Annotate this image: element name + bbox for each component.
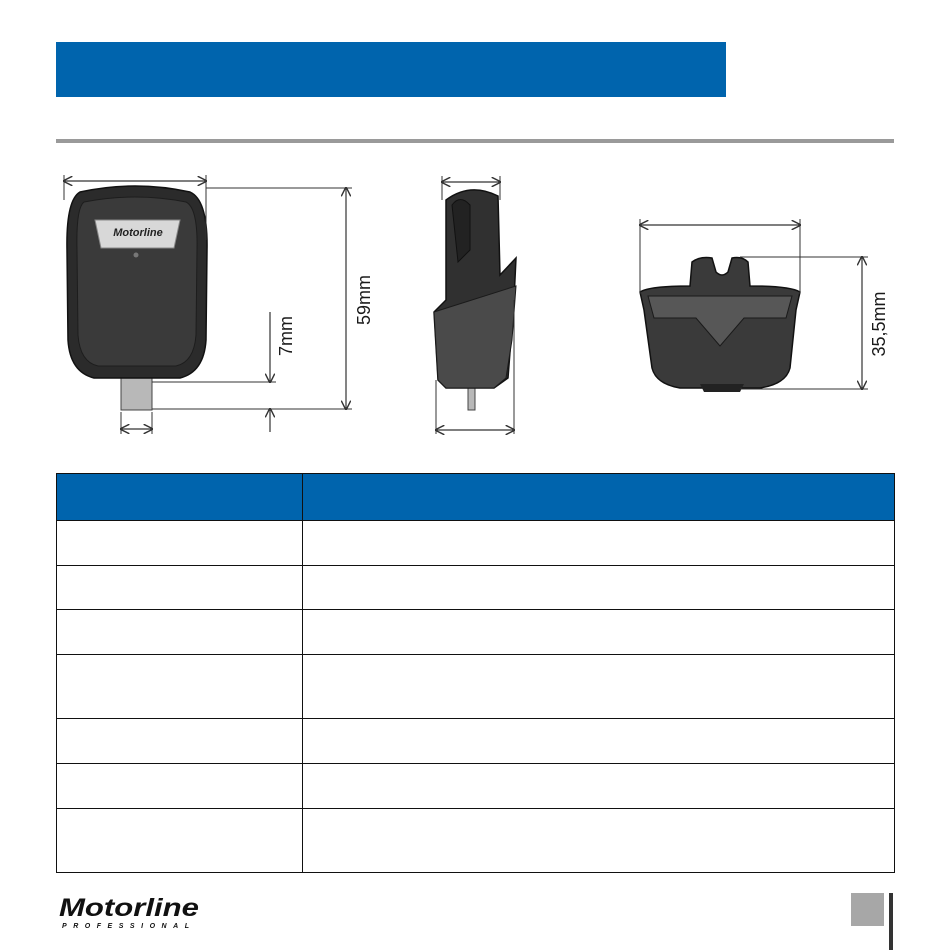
spec-label-cell: [57, 566, 303, 610]
spec-label-cell: [57, 764, 303, 809]
specifications-table: [56, 473, 895, 873]
table-row: [57, 764, 895, 809]
table-header-cell: [57, 474, 303, 521]
top-view-drawing: [640, 258, 800, 393]
spec-value-cell: [303, 809, 895, 873]
dim-label-59mm: 59mm: [354, 274, 374, 326]
spec-value-cell: [303, 764, 895, 809]
table-row: [57, 719, 895, 764]
spec-label-cell: [57, 809, 303, 873]
front-view-drawing: [67, 186, 207, 410]
table-row: [57, 655, 895, 719]
spec-label-cell: [57, 719, 303, 764]
table-row: [57, 610, 895, 655]
section-divider: [56, 139, 894, 143]
spec-value-cell: [303, 719, 895, 764]
table-header-row: [57, 474, 895, 521]
spec-value-cell: [303, 566, 895, 610]
dim-label-7mm: 7mm: [276, 316, 296, 356]
page-edge-bar: [889, 893, 893, 950]
spec-label-cell: [57, 655, 303, 719]
side-view-drawing: [434, 190, 516, 410]
section-title-bar: [56, 42, 726, 97]
motorline-logo: [58, 892, 208, 934]
front-logo-text: Motorline: [113, 227, 163, 239]
page-number-box: [851, 893, 884, 926]
spec-value-cell: [303, 610, 895, 655]
table-row: [57, 521, 895, 566]
spec-value-cell: [303, 655, 895, 719]
spec-label-cell: [57, 610, 303, 655]
dim-label-35-5mm: 35,5mm: [869, 291, 889, 357]
technical-drawings: [0, 150, 950, 450]
footer-brand-text: Motorline: [59, 894, 200, 922]
spec-label-cell: [57, 521, 303, 566]
footer-brand-subtext: PROFESSIONAL: [62, 923, 194, 930]
table-row: [57, 566, 895, 610]
table-row: [57, 809, 895, 873]
table-header-cell: [303, 474, 895, 521]
spec-value-cell: [303, 521, 895, 566]
